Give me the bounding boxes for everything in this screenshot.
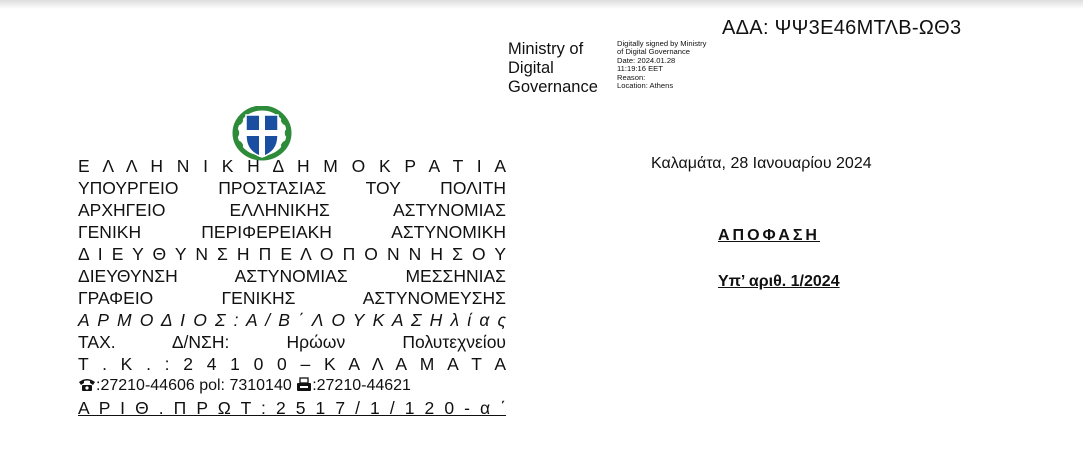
header-line-officer: Α Ρ Μ Ο Δ Ι Ο Σ : Α / Β ΄ Λ Ο Υ Κ Α Σ Η λ ί α ς bbox=[78, 310, 506, 330]
signature-signer bbox=[508, 40, 598, 97]
header-line: ΓΡΑΦΕΙΟ ΓΕΝΙΚΗΣ ΑΣΤΥΝΟΜΕΥΣΗΣ bbox=[78, 288, 506, 308]
header-line: ΥΠΟΥΡΓΕΙΟ ΠΡΟΣΤΑΣΙΑΣ ΤΟΥ ΠΟΛΙΤΗ bbox=[78, 178, 506, 198]
header-line: Δ Ι Ε Υ Θ Υ Ν Σ Η Π Ε Λ Ο Π Ο Ν Ν Η Σ Ο Υ bbox=[78, 244, 506, 264]
header-line: ΔΙΕΥΘΥΝΣΗ ΑΣΤΥΝΟΜΙΑΣ ΜΕΣΣΗΝΙΑΣ bbox=[78, 266, 506, 286]
signature-detail-line: Location: Athens bbox=[617, 81, 674, 91]
decision-number: Υπ’ αριθ. 1/2024 bbox=[718, 273, 840, 290]
top-shadow-bar bbox=[0, 0, 1083, 9]
decision-title: ΑΠΟΦΑΣΗ bbox=[718, 227, 820, 244]
telephone-icon bbox=[78, 377, 96, 392]
fax-icon bbox=[296, 377, 312, 392]
phone-number: :27210-44606 pol: 7310140 bbox=[96, 377, 292, 394]
header-line: ΓΕΝΙΚΗ ΠΕΡΙΦΕΡΕΙΑΚΗ ΑΣΤΥΝΟΜΙΚΗ bbox=[78, 222, 506, 242]
signature-detail-line: Date: 2024.01.28 bbox=[617, 55, 676, 65]
header-line: ΑΡΧΗΓΕΙΟ ΕΛΛΗΝΙΚΗΣ ΑΣΤΥΝΟΜΙΑΣ bbox=[78, 200, 506, 220]
signer-line: Ministry of bbox=[508, 40, 584, 58]
signer-line: Governance bbox=[508, 78, 598, 96]
signature-detail-line: Reason: bbox=[617, 72, 646, 82]
header-line-address: ΤΑΧ. Δ/ΝΣΗ: Ηρώων Πολυτεχνείου bbox=[78, 332, 506, 352]
contact-line bbox=[78, 375, 506, 397]
signature-detail-line: 11:19:16 EET bbox=[617, 64, 663, 74]
ada-code: ΑΔΑ: ΨΨ3Ε46ΜΤΛΒ-ΩΘ3 bbox=[722, 17, 962, 39]
signer-line: Digital bbox=[508, 59, 554, 77]
signature-detail-line: Digitally signed by Ministry bbox=[617, 39, 707, 48]
place-date: Καλαμάτα, 28 Ιανουαρίου 2024 bbox=[651, 155, 872, 172]
protocol-number: Α Ρ Ι Θ . Π Ρ Ω Τ : 2 5 1 7 / 1 / 1 2 0 - α ΄ bbox=[78, 398, 506, 418]
header-line: Ε Λ Λ Η Ν Ι Κ Η Δ Η Μ Ο Κ Ρ Α Τ Ι Α bbox=[78, 156, 506, 176]
header-line-postcode: Τ . Κ . : 2 4 1 0 0 – Κ Α Λ Α Μ Α Τ Α bbox=[78, 354, 506, 374]
signature-detail-line: of Digital Governance bbox=[617, 47, 691, 57]
fax-number: :27210-44621 bbox=[312, 377, 411, 394]
issuer-header bbox=[78, 155, 518, 419]
greek-coat-of-arms-icon bbox=[232, 106, 292, 162]
signature-details bbox=[617, 40, 706, 90]
